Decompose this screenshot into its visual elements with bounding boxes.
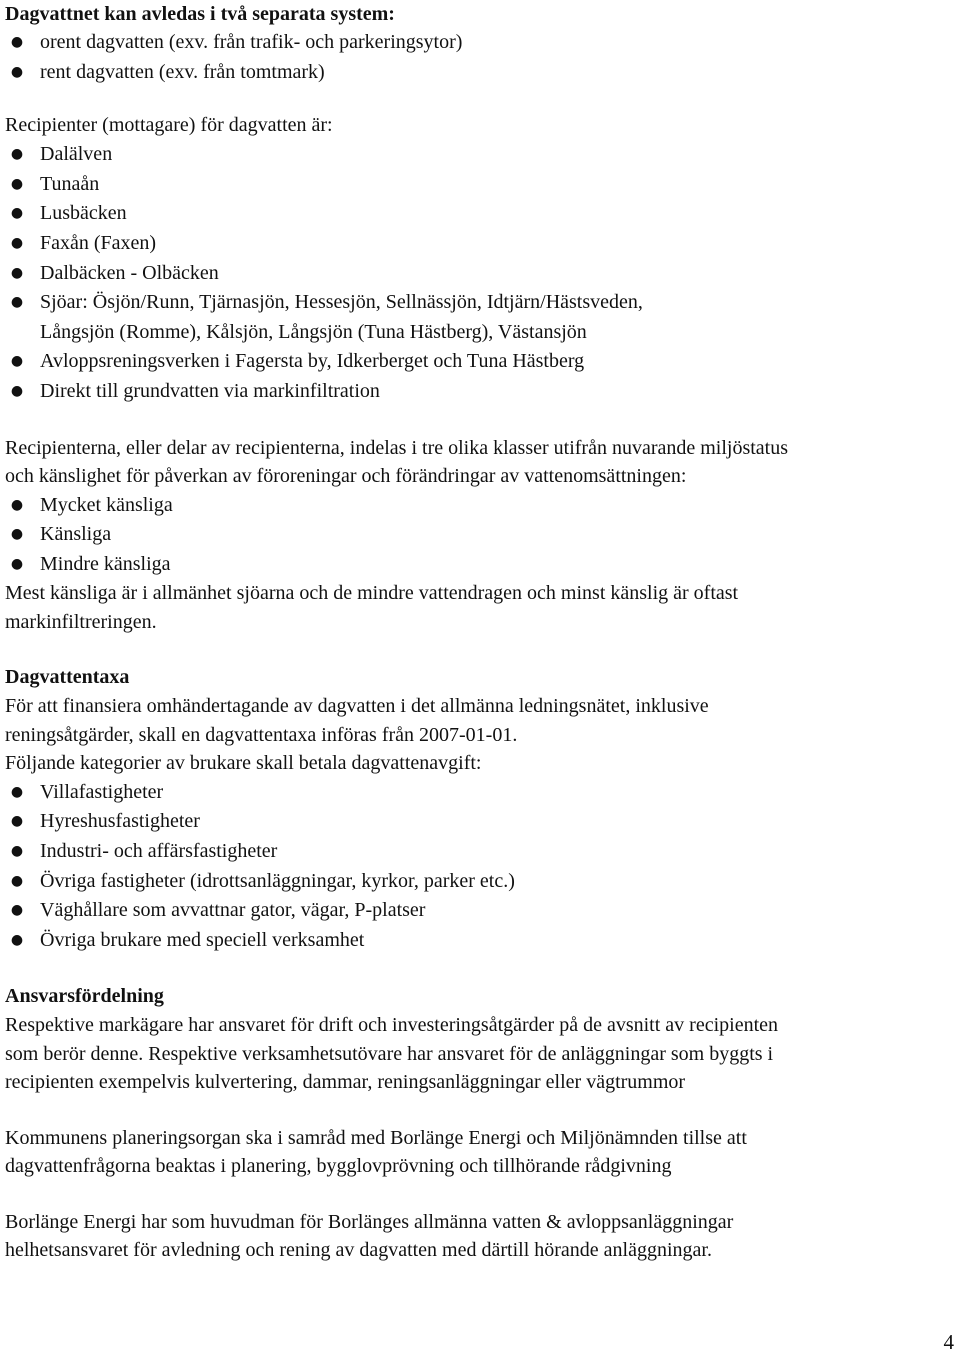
bullet-icon: ●	[10, 353, 24, 370]
bullet-icon: ●	[10, 555, 24, 572]
list-item: ● Sjöar: Ösjön/Runn, Tjärnasjön, Hessesjön, Sellnässjön, Idtjärn/Hästsveden, Långsjön (Romme), Kålsjön, Långsjön (Tuna Hästberg), Västansjön	[5, 288, 957, 347]
page-number: 4	[943, 1330, 954, 1354]
list-item: ● Mycket känsliga	[5, 491, 957, 521]
list-item: ● Tunaån	[5, 170, 957, 200]
list-item: ● Hyreshusfastigheter	[5, 807, 957, 837]
bullet-icon: ●	[10, 783, 24, 800]
bullet-icon: ●	[10, 205, 24, 222]
heading-dagvattentaxa: Dagvattentaxa	[5, 666, 130, 689]
bullet-icon: ●	[10, 34, 24, 50]
list-item: ● Mindre känsliga	[5, 550, 957, 580]
list-recipients	[5, 140, 957, 406]
bullet-icon: ●	[10, 234, 24, 251]
list-item: ● rent dagvatten (exv. från tomtmark)	[5, 58, 957, 88]
responsibility-paragraph-3: Borlänge Energi har som huvudman för Borlänges allmänna vatten & avloppsanläggningar helhetsansvaret för avledning och rening av dagvatten med därtill hörande anläggningar.	[5, 1210, 734, 1262]
classification-outro: Mest känsliga är i allmänhet sjöarna och de mindre vattendragen och minst känslig är oftast markinfiltreringen.	[5, 582, 739, 633]
heading-recipients: Recipienter (mottagare) för dagvatten är:	[5, 114, 333, 137]
bullet-icon: ●	[10, 813, 24, 830]
heading-ansvarsfordelning: Ansvarsfördelning	[5, 985, 164, 1008]
heading-two-systems: Dagvattnet kan avledas i två separata system:	[5, 3, 395, 25]
list-payer-categories	[5, 778, 957, 956]
bullet-icon: ●	[10, 872, 24, 889]
bullet-icon: ●	[10, 264, 24, 281]
list-item: ● Dalälven	[5, 140, 957, 170]
list-item: ● Dalbäcken - Olbäcken	[5, 259, 957, 289]
classification-intro: Recipienterna, eller delar av recipienterna, indelas i tre olika klasser utifrån nuvarande miljöstatus och känslighet för påverkan av föroreningar och förändringar av vattenomsättningen:	[5, 436, 789, 488]
list-item: ● Känsliga	[5, 520, 957, 550]
bullet-icon: ●	[10, 146, 24, 163]
list-item: ● Övriga fastigheter (idrottsanläggningar, kyrkor, parker etc.)	[5, 867, 957, 897]
list-item: ● Väghållare som avvattnar gator, vägar, P-platser	[5, 896, 957, 926]
bullet-icon: ●	[10, 63, 24, 80]
list-item: ● Övriga brukare med speciell verksamhet	[5, 926, 957, 956]
taxa-paragraph: För att finansiera omhändertagande av dagvatten i det allmänna ledningsnätet, inklusive reningsåtgärder, skall en dagvattentaxa införas från 2007-01-01. Följande kategorier av brukare skall betala dagvattenavgift:	[5, 695, 709, 775]
bullet-icon: ●	[10, 526, 24, 543]
bullet-icon: ●	[10, 294, 24, 311]
list-item: ● Avloppsreningsverken i Fagersta by, Idkerberget och Tuna Hästberg	[5, 347, 957, 377]
bullet-icon: ●	[10, 931, 24, 948]
list-item: ● Lusbäcken	[5, 199, 957, 229]
list-item: ● Direkt till grundvatten via markinfiltration	[5, 377, 957, 407]
list-item: ● Faxån (Faxen)	[5, 229, 957, 259]
bullet-icon: ●	[10, 843, 24, 859]
responsibility-paragraph-2: Kommunens planeringsorgan ska i samråd med Borlänge Energi och Miljönämnden tillse att dagvattenfrågorna beaktas i planering, bygglovprövning och tillhörande rådgivning	[5, 1126, 747, 1178]
bullet-icon: ●	[10, 175, 24, 192]
bullet-icon: ●	[10, 382, 24, 399]
responsibility-paragraph-1: Respektive markägare har ansvaret för drift och investeringsåtgärder på de avsnitt av recipienten som berör denne. Respektive verksamhetsutövare har ansvaret för de anläggningar som byggts i recipienten exempelvis kulvertering, dammar, reningsanläggningar eller vägtrummor	[5, 1014, 779, 1094]
list-sensitivity-classes	[5, 491, 957, 580]
document-page	[5, 0, 957, 1265]
list-systems	[5, 28, 957, 87]
list-item: ● Villafastigheter	[5, 778, 957, 808]
bullet-icon: ●	[10, 496, 24, 513]
list-item: ● Industri- och affärsfastigheter	[5, 837, 957, 867]
list-item: ● orent dagvatten (exv. från trafik- och parkeringsytor)	[5, 28, 957, 58]
bullet-icon: ●	[10, 902, 24, 919]
